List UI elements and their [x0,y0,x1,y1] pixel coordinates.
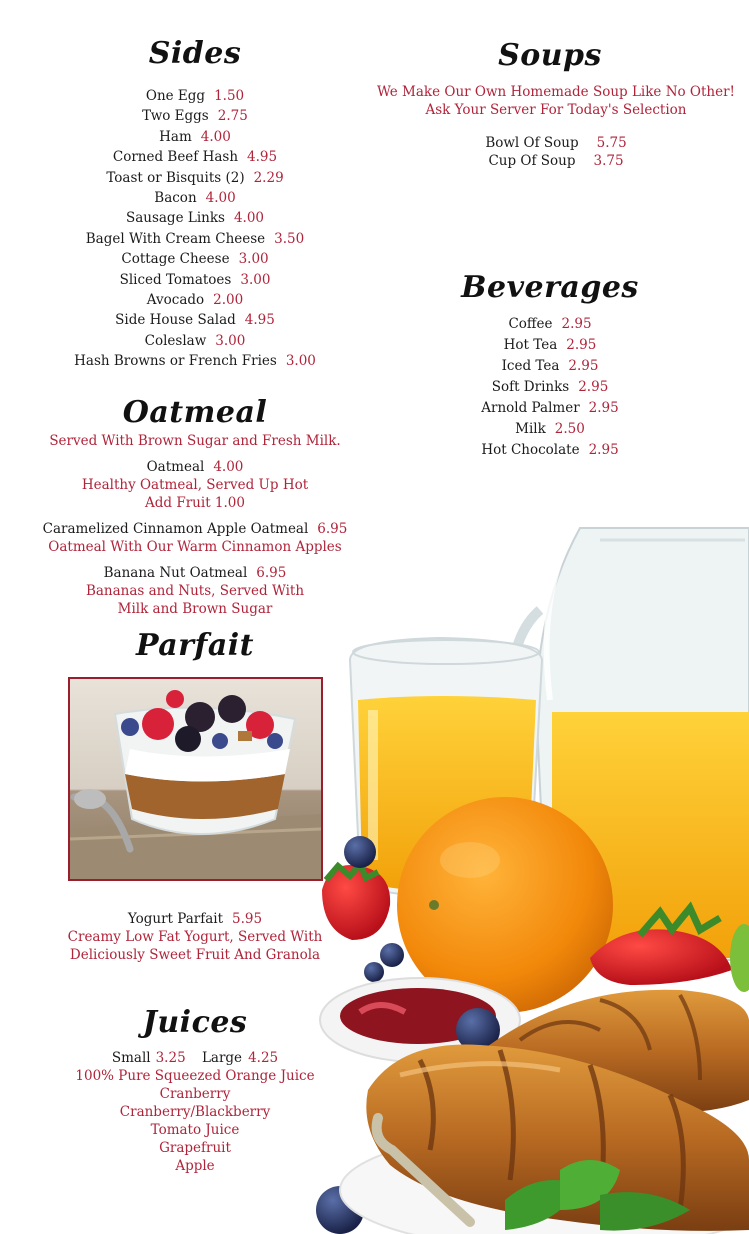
oatmeal-item-desc: Oatmeal With Our Warm Cinnamon Apples [48,539,342,555]
sides-item: Sliced Tomatoes 3.00 [119,271,271,288]
oatmeal-subtitle: Served With Brown Sugar and Fresh Milk. [49,433,341,449]
blueberry-1-image [344,836,376,868]
jam-bowl-image [320,978,520,1062]
juice-flavor: Tomato Juice [150,1122,240,1138]
soups-item: Bowl Of Soup 5.75 [485,135,627,151]
oatmeal-item: Banana Nut Oatmeal 6.95 [103,565,287,581]
blueberry-4-image [316,1186,364,1234]
sides-item: Cottage Cheese 3.00 [121,251,269,268]
juices-section [40,1049,350,1175]
sides-item: Avocado 2.00 [146,291,244,308]
green-apple-image [730,924,749,992]
juices-sizes: Small 3.25 Large 4.25 [111,1050,279,1066]
sides-item: One Egg 1.50 [145,88,245,104]
juice-flavor: Apple [175,1158,215,1174]
soups-heading: Soups [498,38,602,73]
parfait-desc: Creamy Low Fat Yogurt, Served With [67,929,323,945]
beverages-item: Iced Tea 2.95 [501,358,599,374]
oatmeal-section [20,432,370,618]
beverages-heading: Beverages [461,270,639,305]
oatmeal-item-desc: Add Fruit 1.00 [145,495,245,511]
sides-item: Side House Salad 4.95 [115,312,275,329]
sides-item: Sausage Links 4.00 [125,210,265,227]
juice-flavor: Cranberry [159,1086,231,1102]
soups-item: Cup Of Soup 3.75 [488,153,624,169]
juices-heading: Juices [142,1005,248,1040]
plate-image [340,1130,749,1234]
strawberry-right-image [590,908,732,985]
sides-item: Hash Browns or French Fries 3.00 [74,353,316,370]
beverages-item: Soft Drinks 2.95 [491,379,609,395]
sides-list [40,86,350,371]
sides-item: Bagel With Cream Cheese 3.50 [85,230,305,247]
oatmeal-heading: Oatmeal [122,395,268,430]
beverages-item: Hot Tea 2.95 [503,337,597,353]
soups-tagline: We Make Our Own Homemade Soup Like No Other! [376,84,735,100]
oatmeal-item-desc: Milk and Brown Sugar [117,601,273,617]
orange-image [397,797,613,1013]
parfait-section [40,910,350,964]
parfait-heading: Parfait [135,628,255,663]
mint-leaves-image [505,1160,690,1231]
spoon-image [377,1118,470,1222]
croissant-front-image [366,1045,749,1231]
oatmeal-item: Oatmeal 4.00 [146,459,244,475]
beverages-list [400,314,700,461]
beverages-item: Coffee 2.95 [508,316,592,332]
juice-glass-image [350,638,542,896]
oatmeal-item-desc: Healthy Oatmeal, Served Up Hot [81,477,309,493]
beverages-item: Arnold Palmer 2.95 [481,400,619,416]
parfait-photo [68,677,323,881]
sides-item: Two Eggs 2.75 [142,108,248,125]
sides-item: Ham 4.00 [159,128,231,145]
blueberry-5-image [456,1008,500,1052]
blueberry-3-image [364,962,384,982]
parfait-desc: Deliciously Sweet Fruit And Granola [69,947,321,963]
beverages-item: Milk 2.50 [515,421,585,437]
sides-heading: Sides [148,36,242,71]
blueberry-2-image [380,943,404,967]
juice-flavor: Grapefruit [159,1140,231,1156]
parfait-item: Yogurt Parfait 5.95 [127,911,263,927]
parfait-cup-image [70,679,321,879]
sides-item: Coleslaw 3.00 [144,332,246,349]
sides-item: Corned Beef Hash 4.95 [112,149,278,166]
sides-item: Bacon 4.00 [154,189,236,206]
juice-flavor: Cranberry/Blackberry [119,1104,271,1120]
oatmeal-item-desc: Bananas and Nuts, Served With [85,583,305,599]
croissant-back-image [470,990,749,1114]
juice-pitcher-image [511,528,749,960]
soups-section [375,83,737,170]
sides-item: Toast or Bisquits (2) 2.29 [106,169,284,186]
beverages-item: Hot Chocolate 2.95 [481,442,619,458]
soups-tagline: Ask Your Server For Today's Selection [425,102,687,118]
juice-flavor: 100% Pure Squeezed Orange Juice [75,1068,315,1084]
oatmeal-item: Caramelized Cinnamon Apple Oatmeal 6.95 [42,521,348,537]
